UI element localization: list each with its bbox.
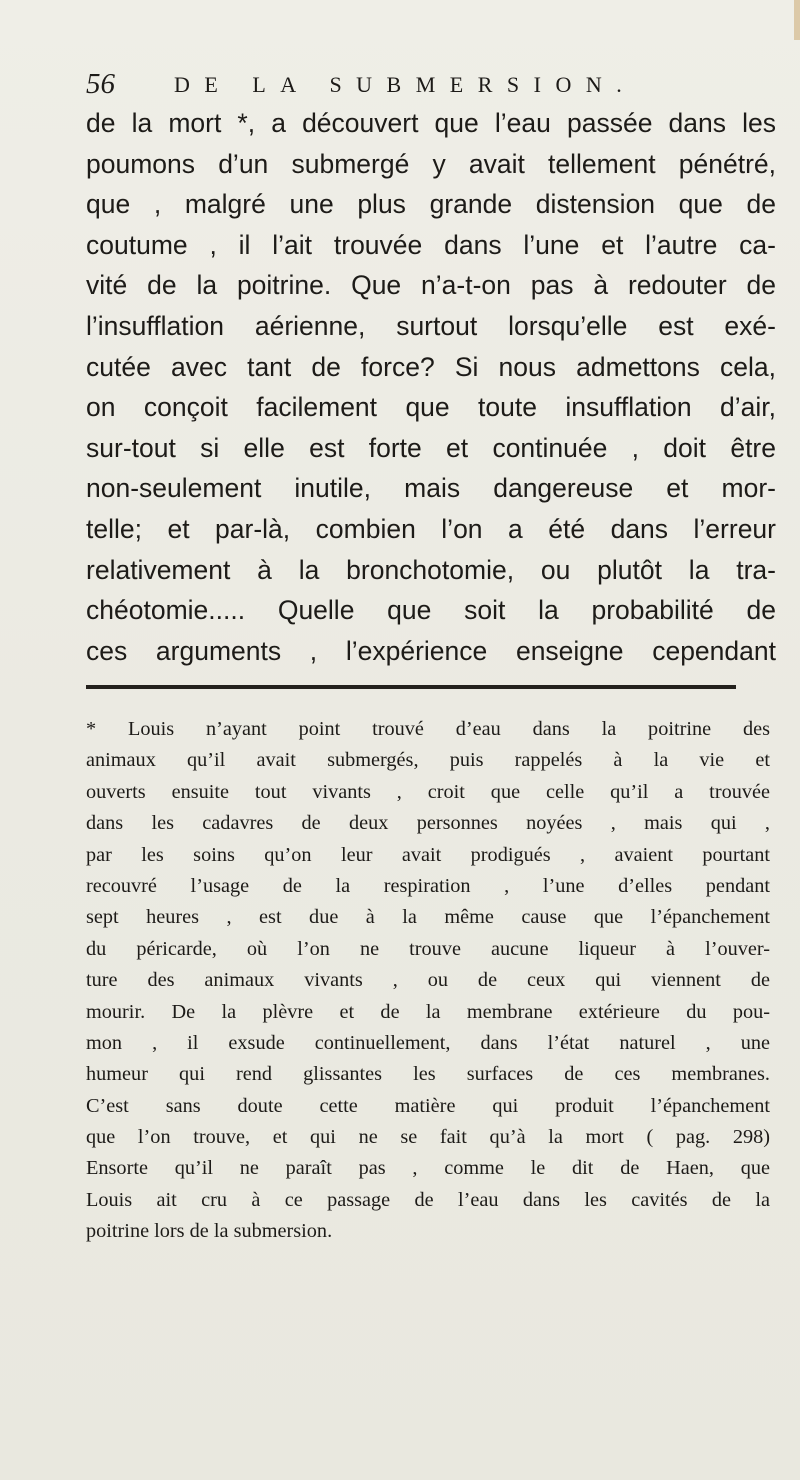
footnote-line: ture des animaux vivants , ou de ceux qui viennent de <box>86 969 770 992</box>
text-line: de la mort *, a découvert que l’eau passée dans les <box>86 108 776 138</box>
footnote-line: poitrine lors de la submersion. <box>86 1220 333 1243</box>
text-line: cutée avec tant de force? Si nous admettons cela, <box>86 351 776 382</box>
page-edge-stain <box>794 0 800 40</box>
text-line: l’insufflation aérienne, surtout lorsqu’elle est exé- <box>86 310 776 341</box>
footnote-line: mourir. De la plèvre et de la membrane extérieure du pou- <box>86 1000 770 1023</box>
text-line: telle; et par-là, combien l’on a été dans l’erreur <box>86 513 776 544</box>
text-line: sur-tout si elle est forte et continuée , doit être <box>86 432 776 463</box>
footnote <box>86 714 770 1248</box>
footnote-line: dans les cadavres de deux personnes noyées , mais qui , <box>86 812 770 835</box>
text-line: poumons d’un submergé y avait tellement pénétré, <box>86 148 776 179</box>
footnote-separator-rule <box>86 685 736 689</box>
text-line: non-seulement inutile, mais dangereuse et mor- <box>86 473 776 504</box>
text-line: ces arguments , l’expérience enseigne cependant <box>86 635 776 666</box>
text-line: relativement à la bronchotomie, ou plutôt la tra- <box>86 554 776 585</box>
footnote-line: recouvré l’usage de la respiration , l’une d’elles pendant <box>86 874 770 897</box>
text-line: on conçoit facilement que toute insufflation d’air, <box>86 392 776 423</box>
page-number: 56 <box>86 68 115 100</box>
text-line: coutume , il l’ait trouvée dans l’une et l’autre ca- <box>86 229 776 260</box>
footnote-line: que l’on trouve, et qui ne se fait qu’à la mort ( pag. 298) <box>86 1126 770 1149</box>
footnote-line: du péricarde, où l’on ne trouve aucune liqueur à l’ouver- <box>86 937 770 960</box>
text-line: chéotomie..... Quelle que soit la probabilité de <box>86 595 776 626</box>
footnote-line: ouverts ensuite tout vivants , croit que celle qu’il a trouvée <box>86 780 770 803</box>
footnote-line: * Louis n’ayant point trouvé d’eau dans la poitrine des <box>86 718 770 740</box>
running-head <box>86 68 726 102</box>
footnote-line: humeur qui rend glissantes les surfaces de ces membranes. <box>86 1063 770 1086</box>
running-title: DE LA SUBMERSION. <box>174 72 637 97</box>
text-line: vité de la poitrine. Que n’a-t-on pas à redouter de <box>86 270 776 301</box>
footnote-line: par les soins qu’on leur avait prodigués , avaient pourtant <box>86 843 770 866</box>
footnote-line: animaux qu’il avait submergés, puis rappelés à la vie et <box>86 749 770 772</box>
footnote-line: Ensorte qu’il ne paraît pas , comme le dit de Haen, que <box>86 1157 770 1180</box>
footnote-line: Louis ait cru à ce passage de l’eau dans les cavités de la <box>86 1188 770 1211</box>
main-text <box>86 103 776 671</box>
text-line: que , malgré une plus grande distension que de <box>86 189 776 220</box>
footnote-line: mon , il exsude continuellement, dans l’état naturel , une <box>86 1031 770 1054</box>
footnote-line: C’est sans doute cette matière qui produit l’épanchement <box>86 1094 770 1117</box>
footnote-line: sept heures , est due à la même cause que l’épanchement <box>86 906 770 929</box>
